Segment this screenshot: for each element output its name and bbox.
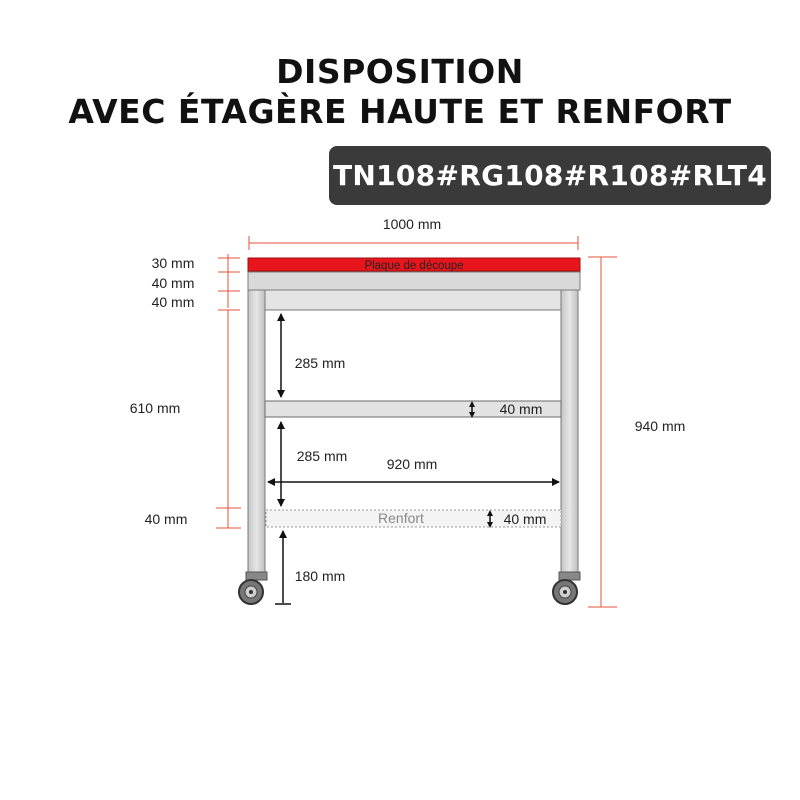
leg-clearance-dimension: [275, 530, 345, 604]
overall-width-label: 1000 mm: [382, 216, 442, 232]
right-leg: [561, 290, 578, 580]
inner-width-label: 920 mm: [386, 456, 438, 472]
reference-badge: TN108#RG108#R108#RLT4: [329, 146, 771, 205]
shelf-thickness-label: 40 mm: [499, 401, 543, 417]
left-top-dimensions: [152, 254, 240, 310]
total-height-dimension: [588, 257, 685, 607]
upper-gap-dimension: [277, 313, 345, 398]
reinforcement-thickness-label: 40 mm: [503, 511, 547, 527]
left-caster: [239, 572, 267, 604]
left-reinforcement-dimension: [145, 508, 241, 528]
dim-top-40: 40 mm: [151, 275, 195, 291]
left-height-label: 610 mm: [129, 400, 181, 416]
dim-board-30: 30 mm: [151, 255, 195, 271]
overall-width-dimension: [249, 216, 578, 250]
left-height-dimension: [130, 310, 228, 508]
cutting-board-label: Plaque de découpe: [364, 260, 464, 272]
total-height-label: 940 mm: [634, 418, 686, 434]
table-top: [248, 272, 580, 290]
apron: [265, 290, 561, 310]
dim-apron-40: 40 mm: [151, 294, 195, 310]
left-reinforcement-label: 40 mm: [144, 511, 188, 527]
right-caster: [553, 572, 580, 604]
title-line-1: DISPOSITION: [276, 52, 524, 91]
reinforcement-label: Renfort: [378, 510, 424, 526]
title-line-2: AVEC ÉTAGÈRE HAUTE ET RENFORT: [68, 92, 732, 131]
upper-gap-label: 285 mm: [294, 355, 346, 371]
lower-gap-dimension: [277, 421, 347, 507]
lower-gap-label: 285 mm: [296, 448, 348, 464]
left-leg: [248, 290, 265, 580]
leg-clearance-label: 180 mm: [294, 568, 346, 584]
